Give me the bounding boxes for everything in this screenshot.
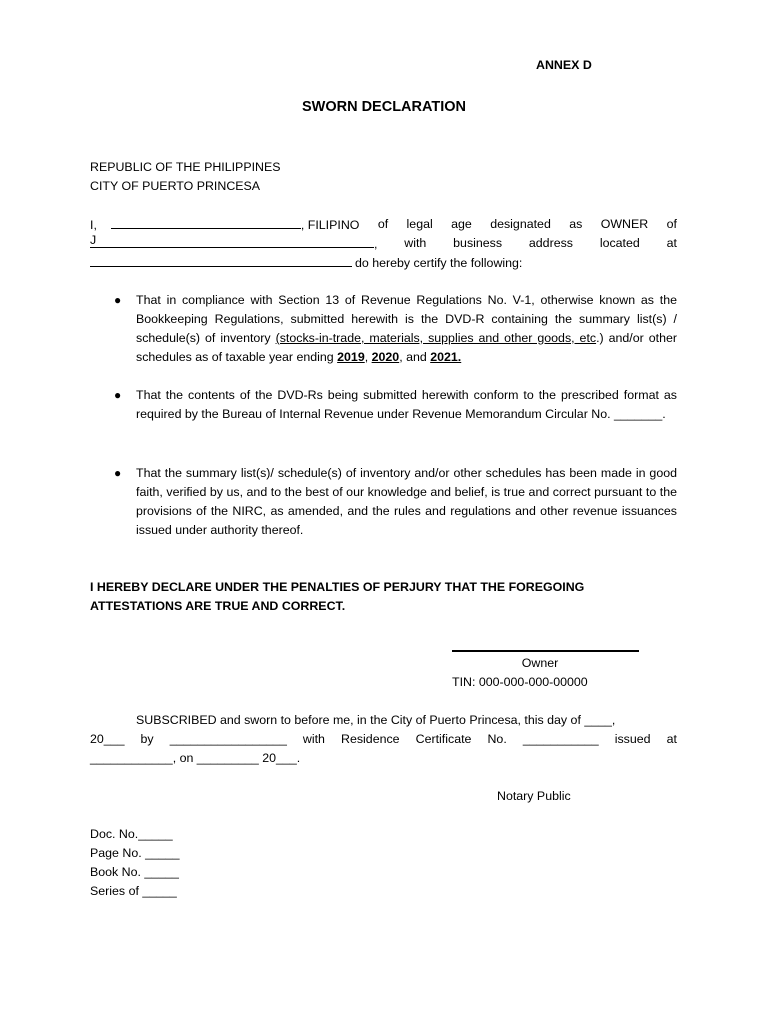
registry-doc-no: Doc. No._____ xyxy=(90,827,173,841)
registry-page-no: Page No. _____ xyxy=(90,846,180,860)
perjury-declaration: I HEREBY DECLARE UNDER THE PENALTIES OF PERJURY THAT THE FOREGOING ATTESTATIONS ARE TRUE AND CORRECT. xyxy=(90,580,585,613)
venue-city: CITY OF PUERTO PRINCESA xyxy=(90,179,261,193)
declarant-name-blank xyxy=(111,215,301,229)
signature-tin: TIN: 000-000-000-00000 xyxy=(452,675,588,689)
registry-book-no: Book No. _____ xyxy=(90,865,179,879)
venue-republic: REPUBLIC OF THE PHILIPPINES xyxy=(90,160,281,174)
jurat-line-3: ____________, on _________ 20___. xyxy=(90,751,301,765)
business-address-blank xyxy=(90,253,352,267)
bullet-icon: ● xyxy=(114,388,122,402)
bullet-format: That the contents of the DVD-Rs being submitted herewith conform to the prescribed format as required by the Bureau of Internal Revenue under Revenue Memorandum Circular No. _______. xyxy=(136,388,677,421)
document-title: SWORN DECLARATION xyxy=(301,99,467,115)
annex-label: ANNEX D xyxy=(536,58,592,72)
jurat-line-1: SUBSCRIBED and sworn to before me, in the City of Puerto Princesa, this day of ____, xyxy=(136,713,616,727)
registry-series: Series of _____ xyxy=(90,884,177,898)
bullet-icon: ● xyxy=(114,466,122,480)
intro-line-3: do hereby certify the following: xyxy=(90,253,522,273)
signature-line xyxy=(452,650,639,652)
notary-public-label: Notary Public xyxy=(497,789,571,803)
signature-role: Owner xyxy=(521,656,559,670)
intro-line-1: I, , FILIPINO of legal age designated as OWNER of xyxy=(90,217,677,232)
business-name-blank: J xyxy=(90,234,374,248)
bullet-compliance: That in compliance with Section 13 of Revenue Regulations No. V-1, otherwise known as the Bookkeeping Regulations, submitted herewith is the DVD-R containing the summary list(s) / schedule(s) of inventory (stocks-in-trade, materials, supplies and other goods, etc.) and/or other schedules as of taxable year ending 2019, 2020, and 2021. xyxy=(136,293,677,364)
intro-i: I, xyxy=(90,218,97,232)
bullet-good-faith: That the summary list(s)/ schedule(s) of inventory and/or other schedules has been made in good faith, verified by us, and to the best of our knowledge and belief, is true and correct pursuant to the provisions of the NIRC, as amended, and the rules and regulations and other revenue issuances issued under authority thereof. xyxy=(136,466,677,537)
bullet-icon: ● xyxy=(114,293,122,307)
intro-line-2: J , with business address located at xyxy=(90,233,677,251)
jurat-line-2: 20___ by _________________ with Residence Certificate No. ___________ issued at xyxy=(90,732,677,746)
